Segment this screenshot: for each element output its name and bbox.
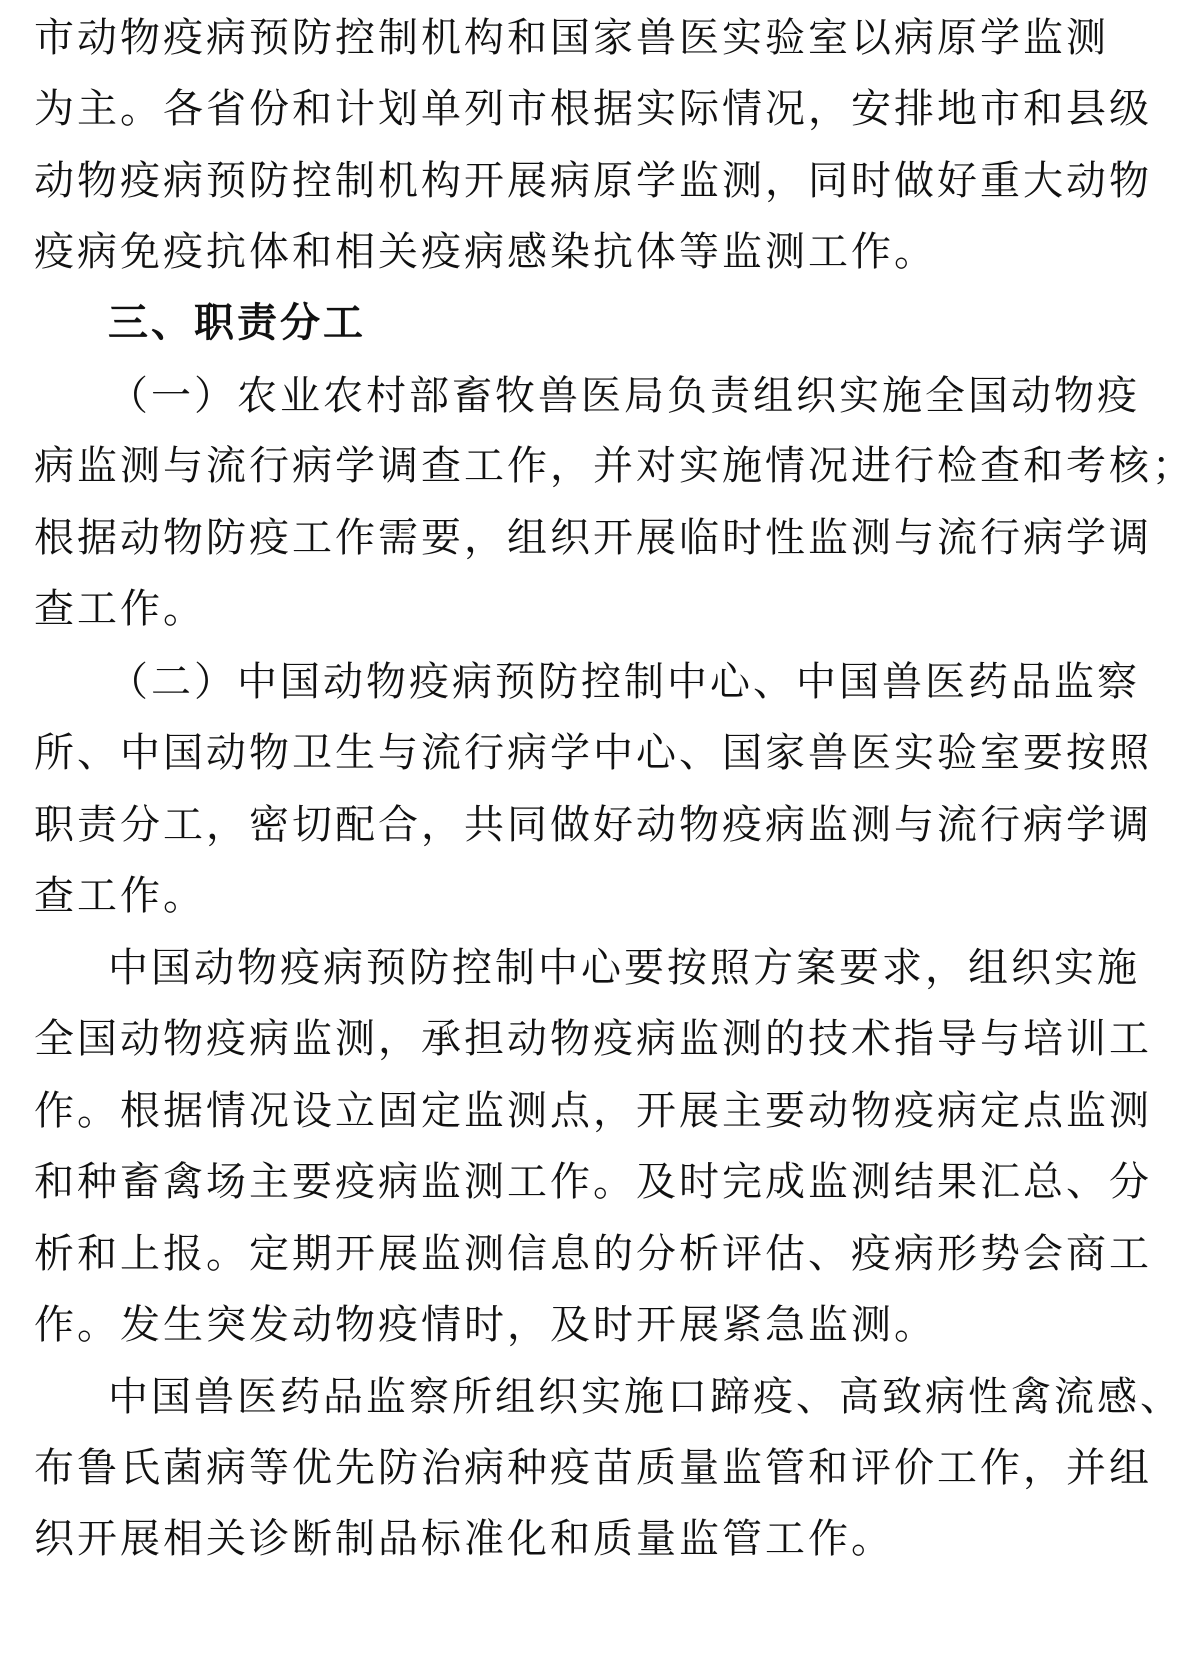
section-heading: 三、职责分工 xyxy=(108,300,366,346)
text-line: 职责分工，密切配合，共同做好动物疫病监测与流行病学调 xyxy=(34,802,1152,848)
text-line: 市动物疫病预防控制机构和国家兽医实验室以病原学监测 xyxy=(34,15,1109,61)
text-line: （一）农业农村部畜牧兽医局负责组织实施全国动物疫 xyxy=(108,373,1140,419)
text-line: 根据动物防疫工作需要，组织开展临时性监测与流行病学调 xyxy=(34,515,1152,561)
text-line: 中国动物疫病预防控制中心要按照方案要求，组织实施 xyxy=(108,945,1140,991)
text-line: 布鲁氏菌病等优先防治病种疫苗质量监管和评价工作，并组 xyxy=(34,1445,1152,1491)
text-line: 作。发生突发动物疫情时，及时开展紧急监测。 xyxy=(34,1302,937,1348)
text-line: 织开展相关诊断制品标准化和质量监管工作。 xyxy=(34,1516,894,1562)
text-line: 疫病免疫抗体和相关疫病感染抗体等监测工作。 xyxy=(34,229,937,275)
text-line: 查工作。 xyxy=(34,586,206,632)
text-line: 中国兽医药品监察所组织实施口蹄疫、高致病性禽流感、 xyxy=(108,1374,1183,1420)
text-line: 全国动物疫病监测，承担动物疫病监测的技术指导与培训工 xyxy=(34,1016,1152,1062)
text-line: 病监测与流行病学调查工作，并对实施情况进行检查和考核； xyxy=(34,443,1195,489)
text-line: 所、中国动物卫生与流行病学中心、国家兽医实验室要按照 xyxy=(34,730,1152,776)
text-line: 析和上报。定期开展监测信息的分析评估、疫病形势会商工 xyxy=(34,1231,1152,1277)
text-line: （二）中国动物疫病预防控制中心、中国兽医药品监察 xyxy=(108,659,1140,705)
text-line: 查工作。 xyxy=(34,873,206,919)
text-line: 和种畜禽场主要疫病监测工作。及时完成监测结果汇总、分 xyxy=(34,1159,1152,1205)
text-line: 作。根据情况设立固定监测点，开展主要动物疫病定点监测 xyxy=(34,1088,1152,1134)
text-line: 动物疫病预防控制机构开展病原学监测，同时做好重大动物 xyxy=(34,158,1152,204)
text-line: 为主。各省份和计划单列市根据实际情况，安排地市和县级 xyxy=(34,86,1152,132)
